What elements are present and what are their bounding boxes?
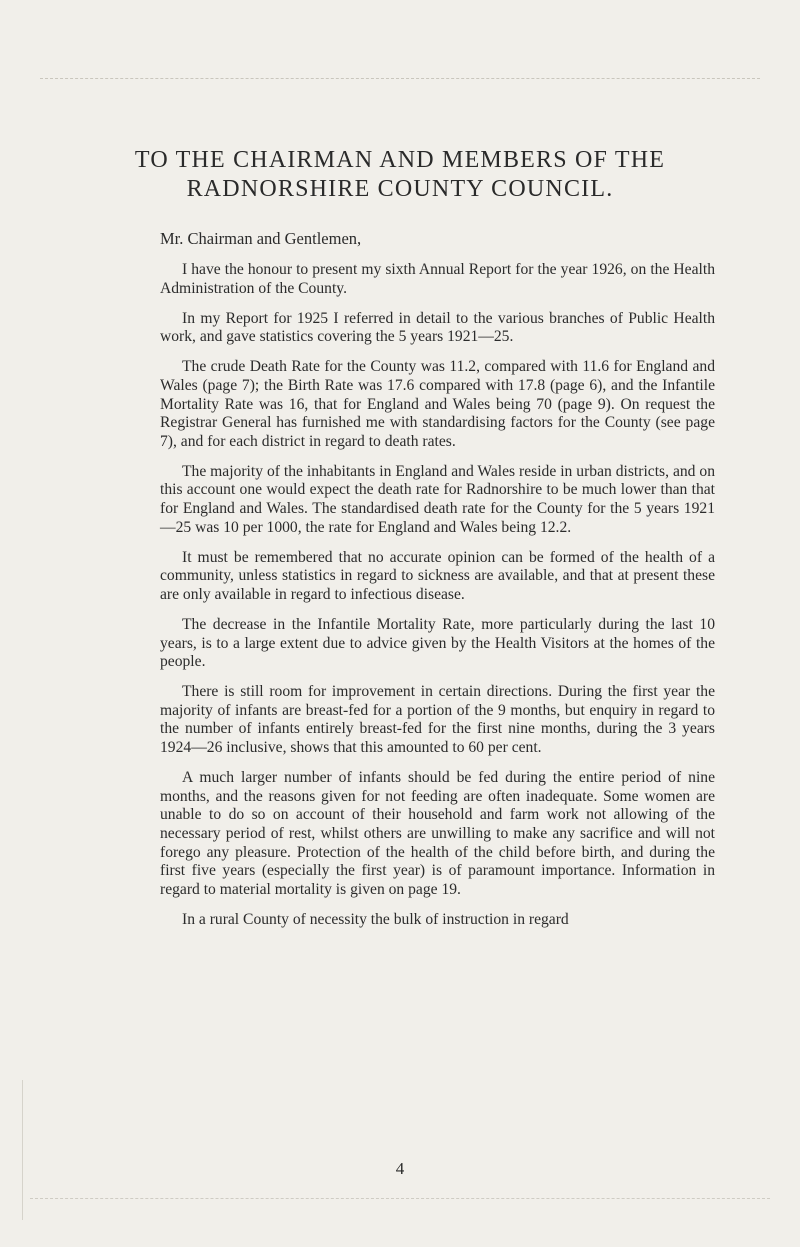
page-bottom-edge [30, 1198, 770, 1199]
paragraph-3: The crude Death Rate for the County was 11.2, compared with 11.6 for England and Wales (page 7); the Birth Rate was 17.6 compared with 17.8 (page 6), and the Infantile Mortality Rate was 16, that for England and Wales being 70 (page 9). On request the Registrar General has furnished me with standardising factors for the County (see page 7), and for each district in regard to death rates. [160, 358, 715, 450]
paragraph-9: In a rural County of necessity the bulk of instruction in regard [182, 910, 569, 928]
paragraph-8: A much larger number of infants should be fed during the entire period of nine months, and the reasons given for not feeding are often inadequate. Some women are unable to do so on account of their household and farm work not allowing of the necessary period of rest, whilst others are unwilling to make any sacrifice and will not forego any pleasure. Protection of the health of the child before birth, and during the first five years (especially the first year) is of paramount importance. Information in regard to material mortality is given on page 19. [160, 769, 715, 898]
paragraph-5: It must be remembered that no accurate opinion can be formed of the health of a community, unless statistics in regard to sickness are available, and that at present these are only available in regard to infectious disease. [160, 548, 715, 603]
heading-line-2: RADNORSHIRE COUNTY COUNCIL. [186, 176, 614, 202]
report-body [160, 261, 715, 941]
paragraph-1: I have the honour to present my sixth Annual Report for the year 1926, on the Health Administration of the County. [160, 261, 715, 297]
page-left-edge [22, 1080, 23, 1220]
paragraph-2: In my Report for 1925 I referred in detail to the various branches of Public Health work, and gave statistics covering the 5 years 1921—25. [160, 309, 715, 346]
paragraph-7: There is still room for improvement in certain directions. During the first year the majority of infants are breast-fed for a portion of the 9 months, but enquiry in regard to the number of infants entirely breast-fed for the first nine months, during the 3 years 1924—26 inclusive, shows that this amounted to 60 per cent. [160, 683, 715, 757]
page-number: 4 [395, 1159, 405, 1178]
paragraph-4: The majority of the inhabitants in England and Wales reside in urban districts, and on this account one would expect the death rate for Radnorshire to be much lower than that for England and Wales. The standardised death rate for the County for the 5 years 1921—25 was 10 per 1000, the rate for England and Wales being 12.2. [160, 462, 715, 536]
heading-line-1: TO THE CHAIRMAN AND MEMBERS OF THE [134, 147, 666, 173]
paragraph-6: The decrease in the Infantile Mortality Rate, more particularly during the last 10 years, is to a large extent due to advice given by the Health Visitors at the homes of the people. [160, 616, 715, 671]
salutation: Mr. Chairman and Gentlemen, [160, 229, 362, 248]
page-top-edge [40, 78, 760, 79]
